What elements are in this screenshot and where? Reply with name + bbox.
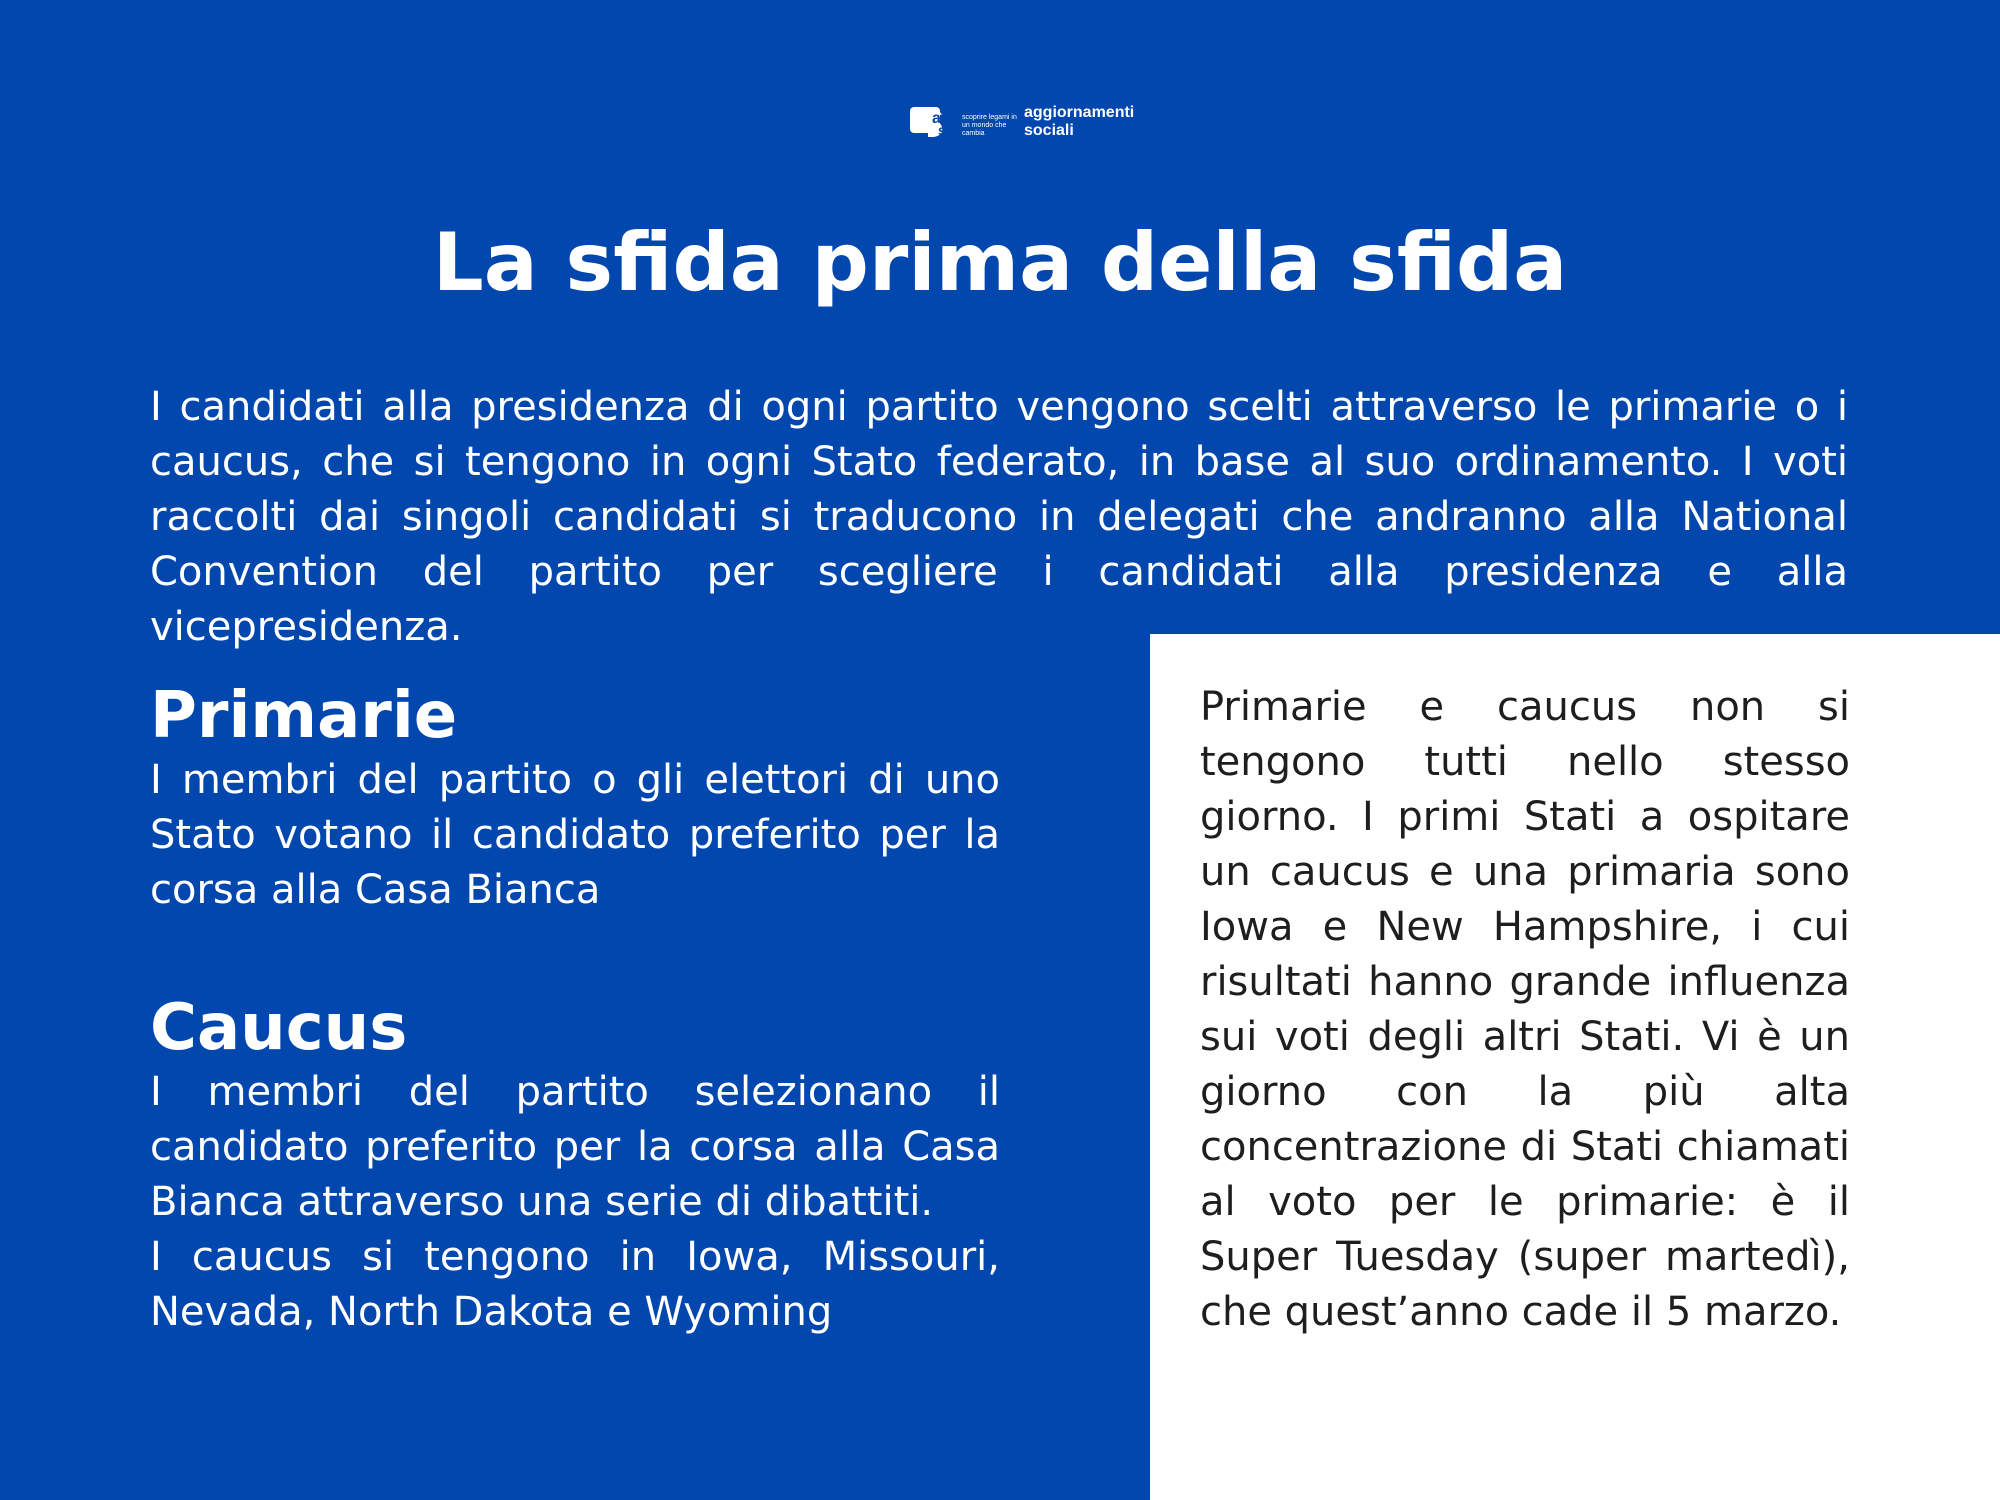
caucus-section (150, 991, 1000, 1340)
svg-text:a: a (932, 110, 941, 127)
logo-words (1024, 104, 1134, 140)
logo-text (962, 104, 1134, 140)
intro-paragraph: I candidati alla presidenza di ogni partito vengono scelti attraverso le primarie o i caucus, che si tengono in ogni Stato federato, in base al suo ordinamento. I voti raccolti dai singoli candidati si traducono in delegati che andranno alla National Convention del partito per scegliere i candidati alla presidenza e alla vicepresidenza. (150, 384, 1848, 650)
logo-word-sociali: sociali (1024, 122, 1074, 139)
primarie-section (150, 679, 1000, 918)
logo-word-aggiornamenti: aggiornamenti (1024, 104, 1135, 121)
primarie-body: I membri del partito o gli elettori di uno Stato votano il candidato preferito per la corsa alla Casa Bianca (150, 757, 1000, 913)
caucus-body-1: I membri del partito selezionano il candidato preferito per la corsa alla Casa Bianca attraverso una serie di dibattiti. (150, 1069, 1000, 1225)
caucus-heading: Caucus (150, 991, 408, 1065)
logo (910, 104, 1134, 140)
logo-mark-icon (910, 105, 956, 139)
logo-tagline: scoprire legami in un mondo che cambia (962, 114, 1017, 137)
page-title: La sfida prima della sfida (432, 216, 1568, 309)
info-panel-text: Primarie e caucus non si tengono tutti nello stesso giorno. I primi Stati a ospitare un caucus e una primaria sono Iowa e New Hampshire, i cui risultati hanno grande influenza sui voti degli altri Stati. Vi è un giorno con la più alta concentrazione di Stati chiamati al voto per le primarie: è il Super Tuesday (super martedì), che quest’anno cade il 5 marzo. (1200, 684, 1850, 1335)
primarie-heading: Primarie (150, 679, 458, 753)
caucus-body-2: I caucus si tengono in Iowa, Missouri, Nevada, North Dakota e Wyoming (150, 1234, 1000, 1335)
svg-text:s: s (938, 122, 946, 138)
